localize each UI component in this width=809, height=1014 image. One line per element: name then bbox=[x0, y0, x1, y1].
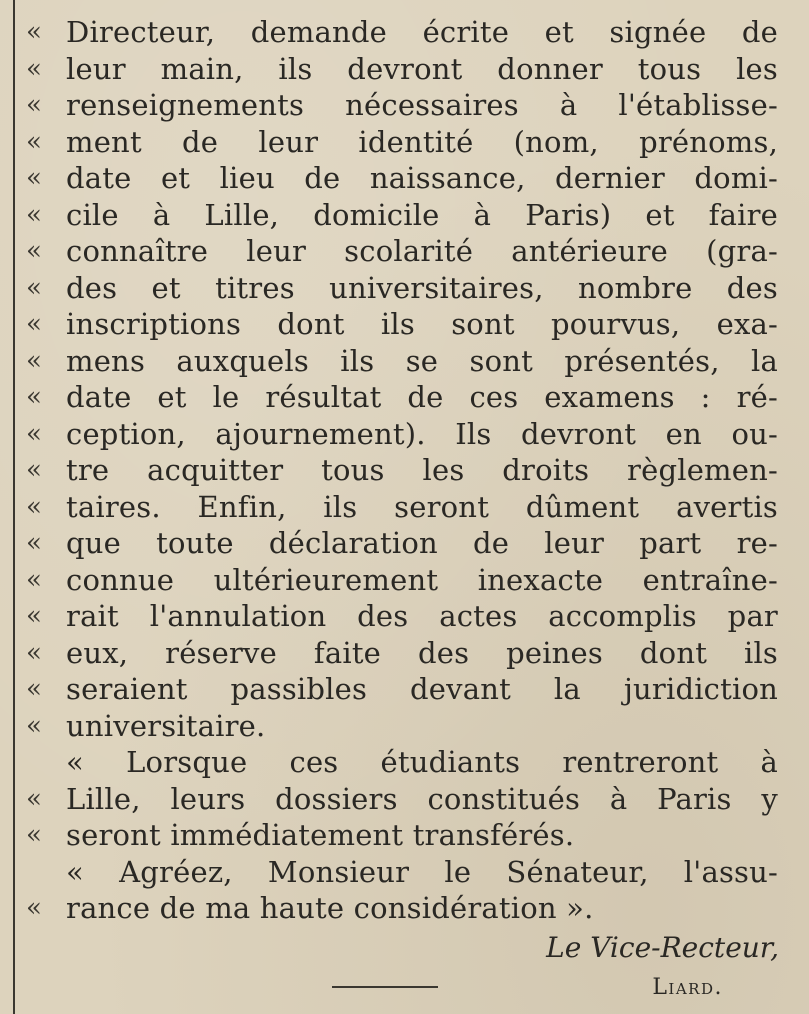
quote-mark: « bbox=[26, 455, 42, 485]
quote-mark: « bbox=[26, 419, 42, 449]
quote-mark-column bbox=[26, 0, 66, 1014]
quote-mark: « bbox=[26, 309, 42, 339]
text-line: cile à Lille, domicile à Paris) et faire bbox=[66, 198, 778, 232]
quote-mark: « bbox=[26, 54, 42, 84]
text-line: date et le résultat de ces examens : ré- bbox=[66, 380, 778, 414]
text-line: rance de ma haute considération ». bbox=[66, 891, 594, 925]
text-line: Directeur, demande écrite et signée de bbox=[66, 15, 778, 49]
quote-mark: « bbox=[26, 674, 42, 704]
text-line: taires. Enfin, ils seront dûment avertis bbox=[66, 490, 778, 524]
text-line: rait l'annulation des actes accomplis par bbox=[66, 599, 778, 633]
text-line: seraient passibles devant la juridiction bbox=[66, 672, 778, 706]
text-line: mens auxquels ils se sont présentés, la bbox=[66, 344, 778, 378]
quote-mark: « bbox=[26, 236, 42, 266]
quote-mark: « bbox=[26, 492, 42, 522]
left-margin-rule bbox=[13, 0, 15, 1014]
quote-mark: « bbox=[26, 784, 42, 814]
text-line: « Lorsque ces étudiants rentreront à bbox=[66, 745, 778, 779]
quote-mark: « bbox=[26, 346, 42, 376]
text-line: date et lieu de naissance, dernier domi- bbox=[66, 161, 778, 195]
text-line: ception, ajournement). Ils devront en ou- bbox=[66, 417, 778, 451]
text-line: connaître leur scolarité antérieure (gra- bbox=[66, 234, 778, 268]
quote-mark: « bbox=[26, 200, 42, 230]
text-line: connue ultérieurement inexacte entraîne- bbox=[66, 563, 778, 597]
signature-name: Liard. bbox=[652, 975, 723, 1000]
quote-mark: « bbox=[26, 273, 42, 303]
signature-title: Le Vice-Recteur, bbox=[546, 931, 779, 964]
text-line: universitaire. bbox=[66, 709, 266, 743]
text-line: « Agréez, Monsieur le Sénateur, l'assu- bbox=[66, 855, 778, 889]
quote-mark: « bbox=[26, 90, 42, 120]
text-line: ment de leur identité (nom, prénoms, bbox=[66, 125, 778, 159]
closing-rule bbox=[332, 986, 438, 988]
quote-mark: « bbox=[26, 565, 42, 595]
text-line: inscriptions dont ils sont pourvus, exa- bbox=[66, 307, 778, 341]
quote-mark: « bbox=[26, 127, 42, 157]
text-line: eux, réserve faite des peines dont ils bbox=[66, 636, 778, 670]
body-text bbox=[66, 0, 786, 1014]
text-line: renseignements nécessaires à l'établisse- bbox=[66, 88, 778, 122]
text-line: tre acquitter tous les droits règlemen- bbox=[66, 453, 778, 487]
text-line: seront immédiatement transférés. bbox=[66, 818, 575, 852]
text-line: leur main, ils devront donner tous les bbox=[66, 52, 778, 86]
quote-mark: « bbox=[26, 382, 42, 412]
quote-mark: « bbox=[26, 820, 42, 850]
quote-mark: « bbox=[26, 711, 42, 741]
text-line: des et titres universitaires, nombre des bbox=[66, 271, 778, 305]
quote-mark: « bbox=[26, 893, 42, 923]
quote-mark: « bbox=[26, 17, 42, 47]
quote-mark: « bbox=[26, 528, 42, 558]
quote-mark: « bbox=[26, 638, 42, 668]
text-line: que toute déclaration de leur part re- bbox=[66, 526, 778, 560]
quote-mark: « bbox=[26, 601, 42, 631]
text-line: Lille, leurs dossiers constitués à Paris y bbox=[66, 782, 778, 816]
quote-mark: « bbox=[26, 163, 42, 193]
